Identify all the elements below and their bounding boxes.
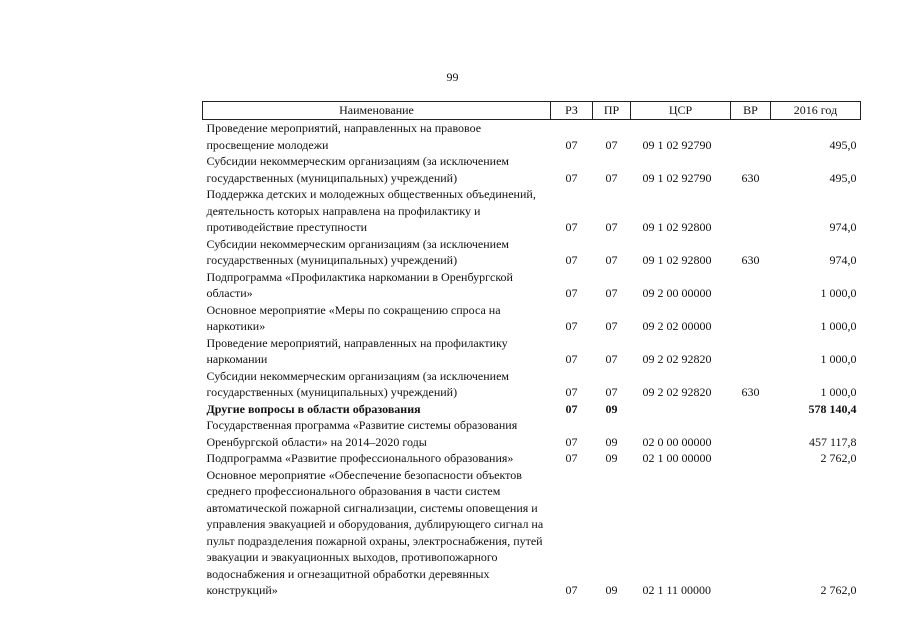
row-rz: 07 <box>565 286 578 300</box>
row-vr <box>731 186 771 236</box>
table-row <box>203 302 861 335</box>
row-vr <box>731 450 771 467</box>
row-name: Субсидии некоммерческим организациям (за исключением государственных (муниципальных) учреждений) <box>206 368 510 399</box>
row-csr: 09 2 02 00000 <box>642 319 712 333</box>
row-name: Проведение мероприятий, направленных на правовое просвещение молодежи <box>206 121 482 152</box>
header-year: 2016 год <box>771 102 861 120</box>
row-pr: 07 <box>605 286 618 300</box>
row-pr: 09 <box>605 583 618 597</box>
row-csr: 09 1 02 92790 <box>642 170 712 185</box>
row-amount: 974,0 <box>829 220 857 234</box>
row-pr: 07 <box>605 385 618 399</box>
header-vr: ВР <box>731 102 771 120</box>
table-row <box>203 269 861 302</box>
row-vr <box>731 401 771 418</box>
header-csr: ЦСР <box>631 102 731 120</box>
row-csr: 02 0 00 00000 <box>642 434 712 449</box>
row-name: Другие вопросы в области образования <box>206 401 421 416</box>
page-number: 99 <box>446 70 459 84</box>
row-pr: 07 <box>605 352 618 366</box>
row-vr <box>731 467 771 599</box>
row-csr: 09 2 00 00000 <box>642 286 712 300</box>
row-name: Государственная программа «Развитие системы образования Оренбургской области» на 2014–2020 годы <box>206 418 518 449</box>
row-vr: 630 <box>741 170 760 185</box>
row-name: Проведение мероприятий, направленных на профилактику наркомании <box>206 335 508 366</box>
row-vr <box>731 335 771 368</box>
row-rz: 07 <box>565 220 578 234</box>
row-pr: 09 <box>605 401 618 416</box>
row-name: Подпрограмма «Развитие профессионального образования» <box>206 451 514 465</box>
row-amount: 1 000,0 <box>820 352 857 366</box>
row-vr: 630 <box>741 253 760 267</box>
table-row <box>203 236 861 269</box>
row-csr <box>631 401 731 418</box>
row-vr: 630 <box>741 385 760 399</box>
row-amount: 1 000,0 <box>820 286 857 300</box>
row-rz: 07 <box>565 583 578 597</box>
row-pr: 07 <box>605 220 618 234</box>
row-amount: 495,0 <box>829 170 857 185</box>
row-vr <box>731 269 771 302</box>
row-vr <box>731 120 771 154</box>
row-pr: 07 <box>605 137 618 152</box>
row-rz: 07 <box>565 170 578 185</box>
table-row <box>203 417 861 450</box>
row-rz: 07 <box>565 434 578 449</box>
row-rz: 07 <box>565 253 578 267</box>
row-name: Подпрограмма «Профилактика наркомании в Оренбургской области» <box>206 269 513 300</box>
row-rz: 07 <box>565 451 578 465</box>
table-row <box>203 450 861 467</box>
row-name: Основное мероприятие «Меры по сокращению спроса на наркотики» <box>206 302 501 333</box>
row-pr: 07 <box>605 170 618 185</box>
header-pr: ПР <box>593 102 631 120</box>
table-row <box>203 153 861 186</box>
row-name: Субсидии некоммерческим организациям (за исключением государственных (муниципальных) учреждений) <box>206 154 510 185</box>
row-rz: 07 <box>565 319 578 333</box>
row-rz: 07 <box>565 385 578 399</box>
row-csr: 09 1 02 92800 <box>642 253 712 267</box>
row-pr: 09 <box>605 434 618 449</box>
header-rz: РЗ <box>551 102 593 120</box>
row-rz: 07 <box>565 401 578 416</box>
row-pr: 09 <box>605 451 618 465</box>
row-vr <box>731 302 771 335</box>
row-rz: 07 <box>565 137 578 152</box>
table-row <box>203 120 861 154</box>
table-row <box>203 467 861 599</box>
row-amount: 578 140,4 <box>808 401 857 416</box>
row-amount: 2 762,0 <box>820 583 857 597</box>
row-amount: 495,0 <box>829 137 857 152</box>
row-pr: 07 <box>605 319 618 333</box>
row-csr: 09 1 02 92800 <box>642 220 712 234</box>
row-vr <box>731 417 771 450</box>
row-pr: 07 <box>605 253 618 267</box>
row-amount: 1 000,0 <box>820 319 857 333</box>
row-amount: 1 000,0 <box>820 385 857 399</box>
row-csr: 09 1 02 92790 <box>642 137 712 152</box>
row-csr: 02 1 11 00000 <box>642 583 712 597</box>
row-amount: 2 762,0 <box>820 451 857 465</box>
row-rz: 07 <box>565 352 578 366</box>
budget-table <box>202 101 861 599</box>
row-name: Поддержка детских и молодежных общественных объединений, деятельность которых направлена на профилактику и противодействие преступности <box>206 187 536 234</box>
row-amount: 974,0 <box>829 253 857 267</box>
table-body <box>203 120 861 599</box>
table-row <box>203 368 861 401</box>
row-name: Субсидии некоммерческим организациям (за исключением государственных (муниципальных) учреждений) <box>206 236 510 267</box>
row-csr: 02 1 00 00000 <box>642 451 712 465</box>
row-csr: 09 2 02 92820 <box>642 352 712 366</box>
table-header <box>203 102 861 120</box>
row-csr: 09 2 02 92820 <box>642 385 712 399</box>
table-row <box>203 335 861 368</box>
header-name: Наименование <box>203 102 551 120</box>
row-amount: 457 117,8 <box>808 434 857 449</box>
row-name: Основное мероприятие «Обеспечение безопасности объектов среднего профессионального образования в части систем автоматической пожарной сигнализации, системы оповещения и управления эвакуацией и оборудования, дублирующего сигнал на пульт подразделения пожарной охраны, электроснабжения, путей эвакуации и эвакуационных выходов, противопожарного водоснабжения и огнезащитной обработки деревянных конструкций» <box>206 467 544 597</box>
table-row <box>203 401 861 418</box>
table-row <box>203 186 861 236</box>
